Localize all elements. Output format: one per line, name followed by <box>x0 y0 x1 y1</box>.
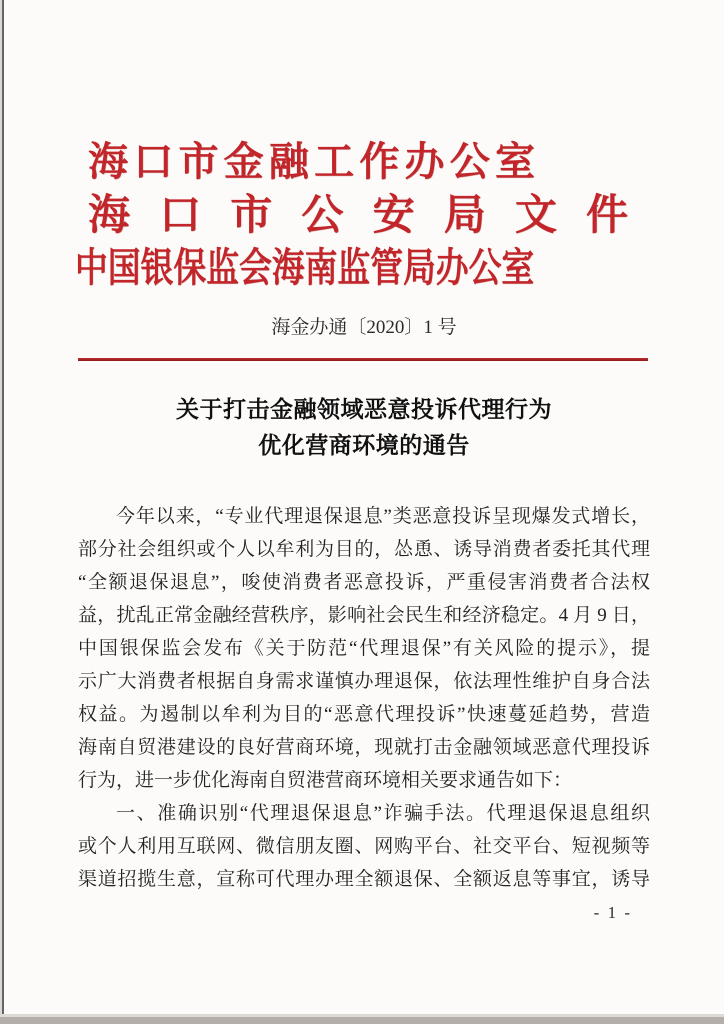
body-line: 或个人利用互联网、微信朋友圈、网购平台、社交平台、短视频等 <box>78 836 650 857</box>
document-number: 海金办通〔2020〕1 号 <box>271 317 457 338</box>
letterhead <box>0 0 724 303</box>
letterhead-line-1: 海口市金融工作办公室 <box>88 139 535 184</box>
body-line: 一、准确识别“代理退保退息”诈骗手法。代理退保退息组织 <box>116 803 650 824</box>
body-line: 益，扰乱正常金融经营秩序，影响社会民生和经济稳定。4 月 9 日， <box>78 605 650 626</box>
body-line: 海南自贸港建设的良好营商环境，现就打击金融领域恶意代理投诉 <box>78 737 650 758</box>
letterhead-line-3-wrap <box>75 242 724 303</box>
body-line: 今年以来，“专业代理退保退息”类恶意投诉呈现爆发式增长， <box>116 506 650 527</box>
document-title <box>78 392 650 464</box>
body-line: “全额退保退息”，唆使消费者恶意投诉，严重侵害消费者合法权 <box>78 572 650 593</box>
page-number: - 1 - <box>593 903 632 922</box>
letterhead-line-3: 中国银保监会海南监管局办公室 <box>75 245 535 290</box>
body-line: 行为，进一步优化海南自贸港营商环境相关要求通告如下： <box>78 770 573 791</box>
letterhead-line-2: 海口市公安局文件 <box>88 193 628 239</box>
body-line: 渠道招揽生意，宣称可代理办理全额退保、全额返息等事宜，诱导 <box>78 869 650 890</box>
document-title-line-2: 优化营商环境的通告 <box>258 433 470 458</box>
document-body <box>78 500 650 896</box>
document-title-line-1: 关于打击金融领域恶意投诉代理行为 <box>176 397 552 422</box>
body-line: 权益。为遏制以牟利为目的“恶意代理投诉”快速蔓延趋势，营造 <box>78 704 650 725</box>
red-divider-line <box>78 358 648 361</box>
scan-bottom-edge <box>0 1017 724 1024</box>
body-line: 示广大消费者根据自身需求谨慎办理退保，依法理性维护自身合法 <box>78 671 650 692</box>
body-line: 部分社会组织或个人以牟利为目的，怂恿、诱导消费者委托其代理 <box>78 539 650 560</box>
body-line: 中国银保监会发布《关于防范“代理退保”有关风险的提示》，提 <box>78 638 650 659</box>
scan-left-edge-dark <box>2 0 4 1024</box>
